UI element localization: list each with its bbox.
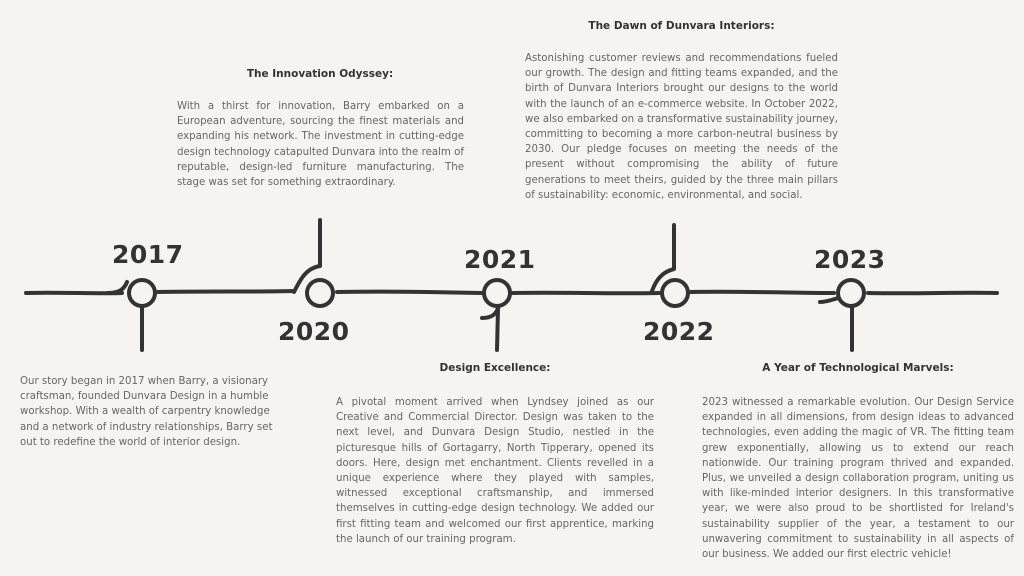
year-2020: 2020 [278, 317, 350, 346]
node-2021-connector [482, 308, 498, 318]
node-2022 [662, 280, 688, 306]
milestone-2022-heading: The Dawn of Dunvara Interiors: [588, 20, 775, 32]
node-2023 [838, 280, 864, 306]
node-2017 [129, 280, 155, 306]
milestone-2022-text: Astonishing customer reviews and recommendations fueled our growth. The design and fitting teams expanded, and the birth of Dunvara Interiors brought our designs to the world with the launch of an e-commerce website. In October 2022, we also embarked on a transformative sustainability journey, committing to becoming a more carbon-neutral business by 2030. Our pledge focuses on meeting the needs of the present without compromising the ability of future generations to meet theirs, guided by the three main pillars of sustainability: economic, environmental, and social. [525, 53, 838, 201]
milestone-2017-text: Our story began in 2017 when Barry, a visionary craftsman, founded Dunvara Design in a humble workshop. With a wealth of carpentry knowledge and a network of industry relationships, Barry set out to redefine the world of interior design. [20, 376, 273, 448]
year-2021: 2021 [464, 245, 536, 274]
milestone-2020-text: With a thirst for innovation, Barry embarked on a European adventure, sourcing the finest materials and expanding his network. The investment in cutting-edge design technology catapulted Dunvara into the realm of reputable, design-led furniture manufacturing. The stage was set for something extraordinary. [177, 101, 464, 189]
node-2020 [307, 280, 333, 306]
node-2021 [484, 280, 510, 306]
milestone-2021-heading: Design Excellence: [439, 362, 551, 374]
year-2023: 2023 [814, 245, 886, 274]
milestone-2021-text: A pivotal moment arrived when Lyndsey joined as our Creative and Commercial Director. Design was taken to the next level, and Dunvara Design Studio, nestled in the picturesque hills of Gortagarry, North Tipperary, opened its doors. Here, design met enchantment. Clients revelled in a unique experience where they played with samples, witnessed exceptional craftsmanship, and immersed themselves in cutting-edge design technology. We added our first fitting team and welcomed our first apprentice, marking the launch of our training program. [336, 397, 654, 545]
year-2022: 2022 [643, 317, 715, 346]
node-2017-connector [108, 282, 127, 293]
milestone-2023-text: 2023 witnessed a remarkable evolution. Our Design Service expanded in all dimensions, from design ideas to advanced technologies, even adding the magic of VR. The fitting team grew exponentially, allowing us to extend our reach nationwide. Our training program thrived and expanded. Plus, we unveiled a design collaboration program, uniting us with like-minded interior designers. In this transformative year, we were also proud to be shortlisted for Ireland's sustainability supplier of the year, a testament to our unwavering commitment to sustainability in all aspects of our business. We added our first electric vehicle! [702, 397, 1014, 561]
year-2017: 2017 [112, 240, 184, 269]
milestone-2020-heading: The Innovation Odyssey: [246, 68, 394, 80]
milestone-2023-heading: A Year of Technological Marvels: [762, 362, 954, 374]
